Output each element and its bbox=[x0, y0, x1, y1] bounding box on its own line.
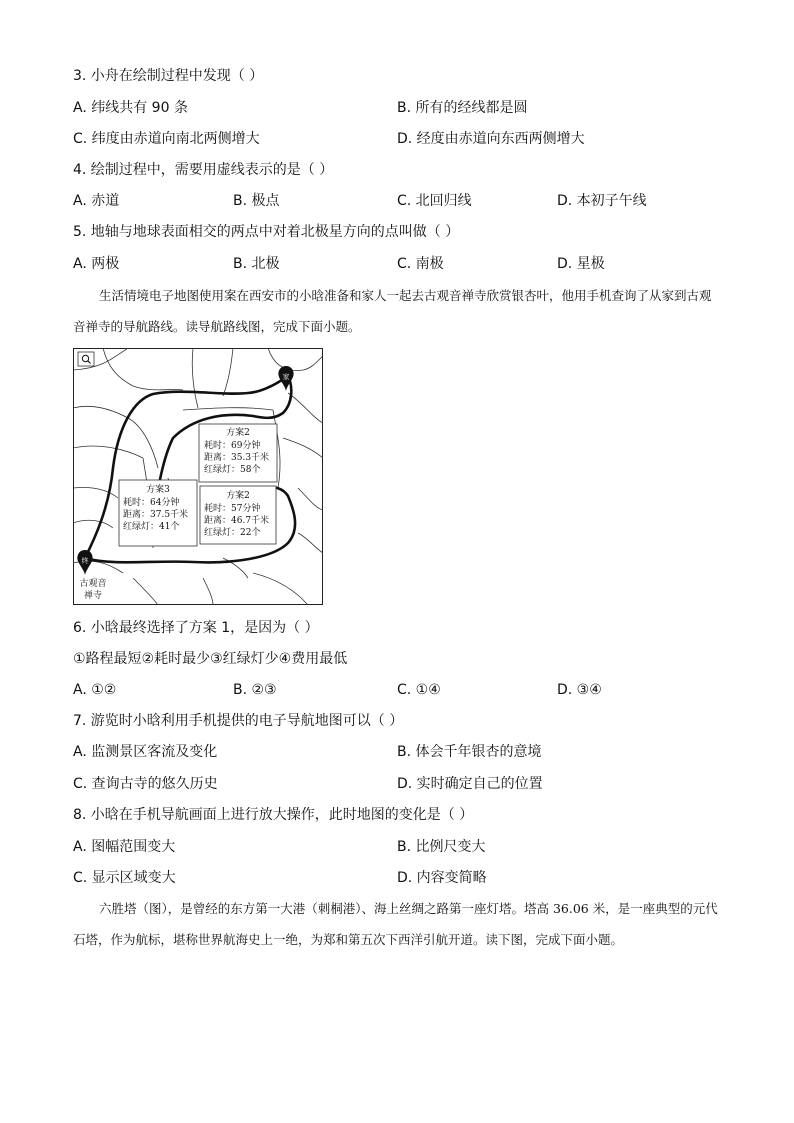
plan-upper-distance: 距离：35.3千米 bbox=[204, 453, 270, 463]
q5-option-d: D. 星极 bbox=[557, 256, 605, 272]
plan-upper-title: 方案2 bbox=[226, 428, 250, 438]
destination-name-line1: 古观音 bbox=[79, 579, 107, 589]
q8-option-d: D. 内容变简略 bbox=[397, 870, 487, 886]
q8-option-a: A. 图幅范围变大 bbox=[73, 839, 176, 855]
q7-stem: 7. 游览时小晗利用手机提供的电子导航地图可以（ ） bbox=[73, 713, 404, 729]
q6-option-a: A. ①② bbox=[73, 682, 117, 698]
q5-option-a: A. 两极 bbox=[73, 256, 120, 272]
plan-left-title: 方案3 bbox=[146, 485, 170, 495]
plan-right-time: 耗时：57分钟 bbox=[204, 504, 261, 514]
navigation-map bbox=[73, 348, 323, 605]
q7-option-a: A. 监测景区客流及变化 bbox=[73, 744, 218, 760]
destination-name-line2: 禅寺 bbox=[83, 591, 103, 601]
home-marker-label: 家 bbox=[282, 373, 290, 381]
q4-stem: 4. 绘制过程中，需要用虚线表示的是（ ） bbox=[73, 162, 334, 178]
q3-stem: 3. 小舟在绘制过程中发现（ ） bbox=[73, 68, 264, 84]
plan-left-time: 耗时：64分钟 bbox=[123, 498, 180, 508]
q6-option-b: B. ②③ bbox=[233, 682, 277, 698]
plan-right-title: 方案2 bbox=[226, 491, 250, 501]
q4-option-b: B. 极点 bbox=[233, 193, 280, 209]
q7-option-c: C. 查询古寺的悠久历史 bbox=[73, 776, 218, 792]
q3-option-b: B. 所有的经线都是圆 bbox=[397, 100, 528, 116]
plan-box-left bbox=[119, 480, 197, 546]
q8-option-c: C. 显示区域变大 bbox=[73, 870, 176, 886]
q5-option-b: B. 北极 bbox=[233, 256, 280, 272]
plan-left-lights: 红绿灯：41个 bbox=[123, 522, 180, 532]
q5-stem: 5. 地轴与地球表面相交的两点中对着北极星方向的点叫做（ ） bbox=[73, 224, 460, 240]
plan-left-distance: 距离：37.5千米 bbox=[123, 510, 189, 520]
plan-right-distance: 距离：46.7千米 bbox=[204, 516, 270, 526]
q4-option-d: D. 本初子午线 bbox=[557, 193, 647, 209]
plan-right-lights: 红绿灯：22个 bbox=[204, 528, 261, 538]
q8-option-b: B. 比例尺变大 bbox=[397, 839, 486, 855]
q6-option-d: D. ③④ bbox=[557, 682, 602, 698]
passage-navigation: 生活情境电子地图使用案在西安市的小晗准备和家人一起去古观音禅寺欣赏银杏叶，他用手机查询了从家到古观音禅寺的导航路线。读导航路线图，完成下面小题。 bbox=[73, 288, 712, 334]
q3-option-a: A. 纬线共有 90 条 bbox=[73, 100, 188, 116]
q3-option-c: C. 纬度由赤道向南北两侧增大 bbox=[73, 131, 260, 147]
q4-option-c: C. 北回归线 bbox=[397, 193, 472, 209]
q4-option-a: A. 赤道 bbox=[73, 193, 120, 209]
plan-box-right bbox=[200, 486, 276, 544]
passage-pagoda: 六胜塔（图），是曾经的东方第一大港（刺桐港）、海上丝绸之路第一座灯塔。塔高 36.06 米，是一座典型的元代石塔，作为航标，堪称世界航海史上一绝，为郑和第五次下西洋引航开道。读下图，完成下面小题。 bbox=[73, 901, 718, 947]
search-icon bbox=[78, 352, 94, 366]
destination-marker-label: 终 bbox=[81, 557, 89, 565]
q8-stem: 8. 小晗在手机导航画面上进行放大操作，此时地图的变化是（ ） bbox=[73, 807, 474, 823]
q6-stem: 6. 小晗最终选择了方案 1，是因为（ ） bbox=[73, 620, 319, 636]
q7-option-b: B. 体会千年银杏的意境 bbox=[397, 744, 542, 760]
q5-option-c: C. 南极 bbox=[397, 256, 444, 272]
q6-substatements: ①路程最短②耗时最少③红绿灯少④费用最低 bbox=[73, 651, 348, 667]
plan-box-upper bbox=[199, 424, 277, 482]
q3-option-d: D. 经度由赤道向东西两侧增大 bbox=[397, 131, 585, 147]
plan-upper-time: 耗时：69分钟 bbox=[204, 441, 261, 451]
q6-option-c: C. ①④ bbox=[397, 682, 441, 698]
plan-upper-lights: 红绿灯：58个 bbox=[204, 465, 261, 475]
q7-option-d: D. 实时确定自己的位置 bbox=[397, 776, 543, 792]
